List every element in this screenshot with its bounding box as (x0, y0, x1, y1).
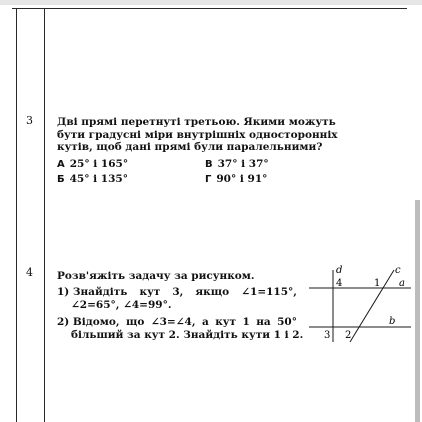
label-angle-4: 4 (336, 278, 343, 289)
word: а (201, 316, 209, 328)
task4-part1-line1 (57, 286, 297, 299)
word: 2) Відомо, (57, 316, 120, 328)
option-letter: Б (57, 174, 65, 185)
label-d: d (336, 265, 343, 276)
word: ∠3=∠4, (150, 316, 196, 328)
left-margin-line (16, 8, 17, 422)
word: на (256, 316, 271, 328)
task3-question (57, 116, 338, 154)
top-border-line (12, 8, 407, 9)
option-letter: Г (205, 174, 212, 185)
geometry-figure (305, 258, 415, 344)
task3-line-3: кутів, щоб дані прямі були паралельними? (57, 141, 323, 153)
word: що (126, 316, 145, 328)
option-value: 25° і 165° (69, 158, 129, 170)
task3-line-2: бути градусні міри внутрішніх односторонніх (57, 128, 338, 141)
option-value: 37° і 37° (217, 158, 269, 170)
task3-option-h[interactable] (205, 173, 267, 186)
task4-part1-line2: ∠2=65°, ∠4=99°. (71, 299, 172, 311)
task3-number: 3 (26, 114, 33, 127)
label-b: b (389, 316, 396, 327)
word: кут (139, 286, 161, 298)
word: 50° (277, 316, 297, 328)
label-c: c (395, 265, 401, 276)
task4-part2-line1 (57, 316, 297, 329)
word: кут (215, 316, 236, 328)
label-angle-1: 1 (374, 278, 381, 289)
task3-option-b[interactable] (57, 173, 128, 186)
word: якщо (195, 286, 230, 298)
task4-intro: Розв'яжіть задачу за рисунком. (57, 270, 255, 282)
label-a: a (399, 278, 405, 289)
task4-part2-line2: більший за кут 2. Знайдіть кути 1 і 2. (71, 329, 304, 341)
scrollbar[interactable] (415, 200, 420, 422)
option-value: 45° і 135° (69, 173, 128, 185)
word: 3, (172, 286, 184, 298)
task4-number: 4 (26, 266, 33, 279)
task3-option-v[interactable] (205, 158, 269, 171)
line-c (350, 270, 394, 342)
task3-line-1: Дві прямі перетнуті третьою. Якими можуть (57, 116, 336, 128)
option-letter: А (57, 159, 65, 170)
word: 1 (242, 316, 250, 328)
label-angle-3: 3 (324, 330, 331, 341)
word: 1) Знайдіть (57, 286, 128, 298)
column-divider-line (44, 8, 45, 422)
task3-option-a[interactable] (57, 158, 128, 171)
top-band (0, 0, 422, 5)
option-letter: В (205, 159, 213, 170)
option-value: 90° і 91° (216, 173, 268, 185)
word: ∠1=115°, (241, 286, 297, 298)
label-angle-2: 2 (345, 330, 352, 341)
